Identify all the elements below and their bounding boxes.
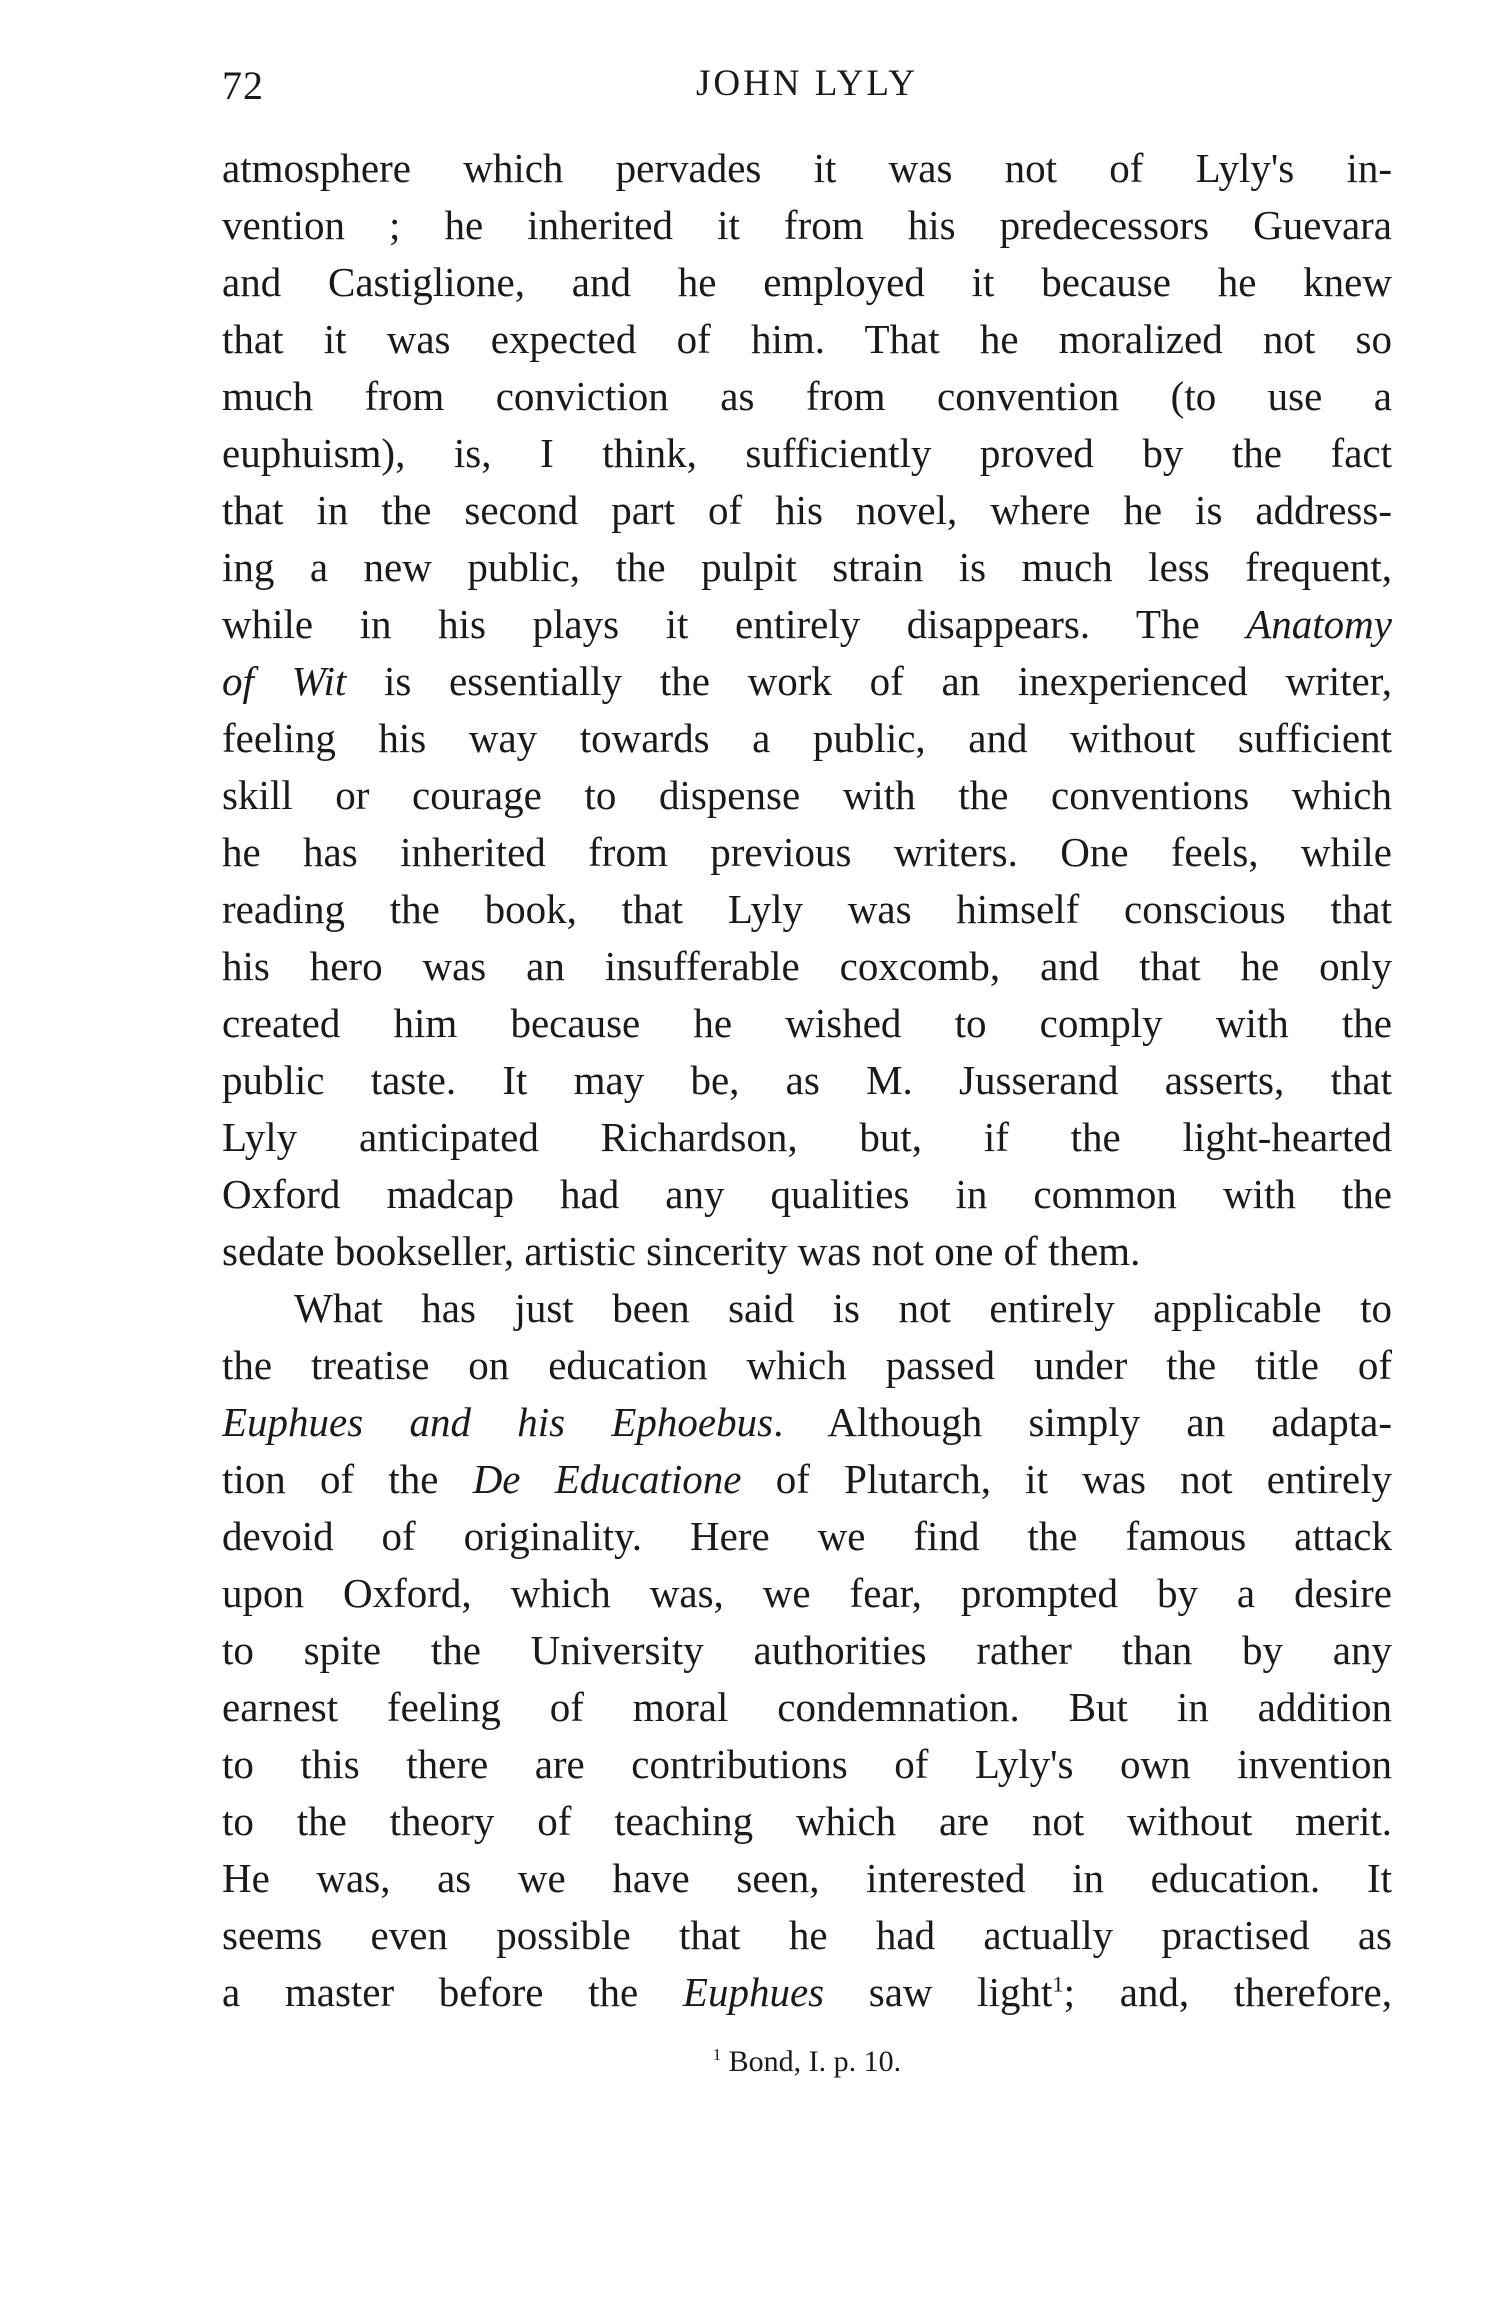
text-line: that it was expected of him. That he moralized not so [222,316,1392,362]
text-line: sedate bookseller, artistic sincerity was not one of them. [222,1228,1141,1274]
footnote-marker: 1 [712,2045,722,2064]
text-line: earnest feeling of moral condemnation. But in addition [222,1684,1392,1730]
text-segment: of Plutarch, it was not entirely [741,1456,1392,1502]
italic-title: of Wit [222,658,347,704]
paragraph-2 [222,1280,1392,2021]
text-line: seems even possible that he had actually practised as [222,1912,1392,1958]
text-line [222,653,1392,710]
footnote [222,2045,1392,2079]
text-line: the treatise on education which passed under the title of [222,1342,1392,1388]
paragraph-1 [222,140,1392,1280]
text-line: that in the second part of his novel, where he is address- [222,487,1392,533]
text-line [222,596,1392,653]
text-line [222,1394,1392,1451]
text-line: feeling his way towards a public, and without sufficient [222,715,1392,761]
text-line: devoid of originality. Here we find the famous attack [222,1513,1392,1559]
text-segment: . Although simply an adapta- [773,1399,1392,1445]
footnote-reference[interactable]: 1 [1052,1971,1064,1997]
footnote-text: Bond, I. p. 10. [721,2045,902,2078]
text-line: ing a new public, the pulpit strain is much less frequent, [222,544,1392,590]
text-line: he has inherited from previous writers. One feels, while [222,829,1392,875]
text-line: much from conviction as from convention (to use a [222,373,1392,419]
text-line: to this there are contributions of Lyly's own invention [222,1741,1392,1787]
italic-title: De Educatione [472,1456,742,1502]
text-segment: tion of the [222,1456,473,1502]
text-line [222,1451,1392,1508]
text-line: atmosphere which pervades it was not of Lyly's in- [222,145,1392,191]
text-line: public taste. It may be, as M. Jusserand asserts, that [222,1057,1392,1103]
text-segment: saw light [824,1969,1053,2015]
italic-title: Anatomy [1246,601,1392,647]
text-line: created him because he wished to comply with the [222,1000,1392,1046]
text-line: to spite the University authorities rather than by any [222,1627,1392,1673]
text-line: euphuism), is, I think, sufficiently proved by the fact [222,430,1392,476]
page-number: 72 [222,63,264,108]
text-line: to the theory of teaching which are not without merit. [222,1798,1392,1844]
text-line: Lyly anticipated Richardson, but, if the light-hearted [222,1114,1392,1160]
page-header [222,62,1392,122]
text-line: vention ; he inherited it from his predecessors Guevara [222,202,1392,248]
text-line: skill or courage to dispense with the conventions which [222,772,1392,818]
text-line: upon Oxford, which was, we fear, prompted by a desire [222,1570,1392,1616]
text-line: Oxford madcap had any qualities in common with the [222,1171,1392,1217]
text-line [222,1964,1392,2021]
text-line: his hero was an insufferable coxcomb, and that he only [222,943,1392,989]
text-segment: is essentially the work of an inexperienced writer, [346,658,1392,704]
italic-title: Euphues and his Ephoebus [222,1399,774,1445]
text-line: What has just been said is not entirely applicable to [294,1285,1392,1331]
text-line: and Castiglione, and he employed it because he knew [222,259,1392,305]
text-segment: while in his plays it entirely disappears. The [222,601,1247,647]
running-head: JOHN LYLY [695,63,919,104]
text-line: reading the book, that Lyly was himself conscious that [222,886,1392,932]
body-text [222,140,1392,2021]
text-segment: a master before the [222,1969,683,2015]
text-segment: ; and, therefore, [1063,1969,1392,2015]
italic-title: Euphues [682,1969,825,2015]
text-line: He was, as we have seen, interested in education. It [222,1855,1392,1901]
